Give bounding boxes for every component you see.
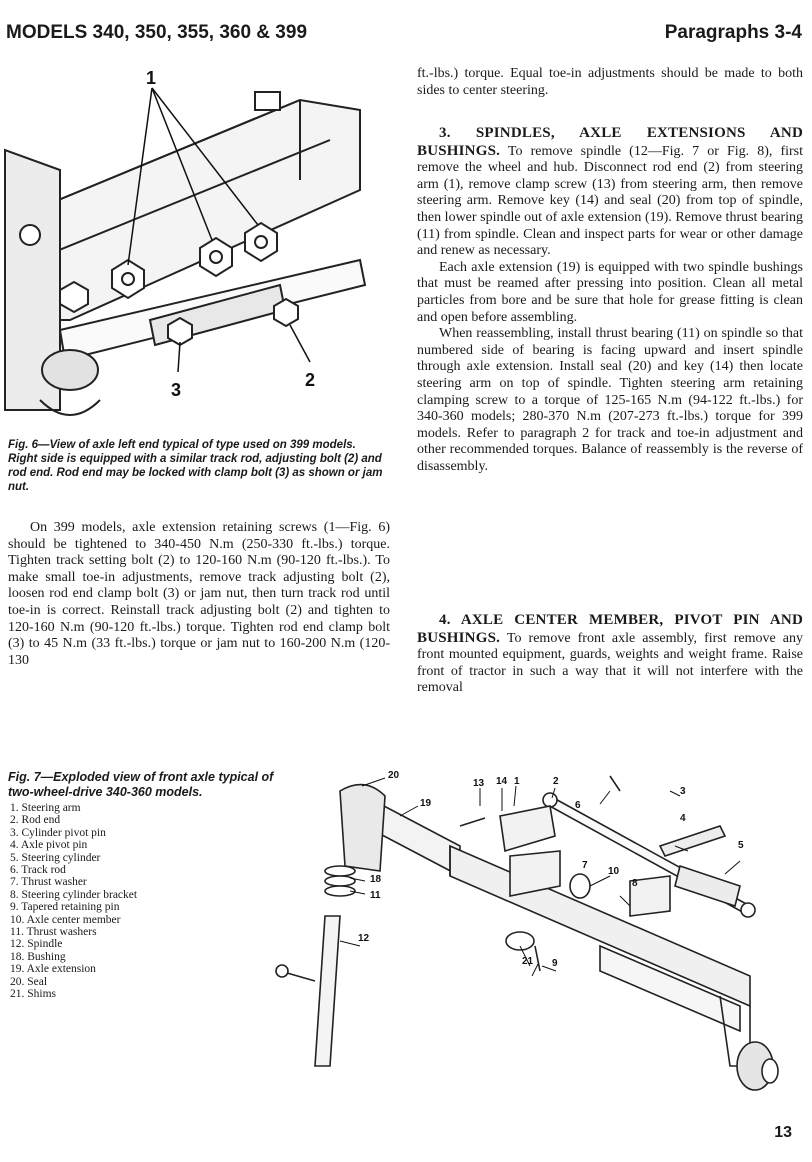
fig6-callout-2: 2 bbox=[305, 370, 316, 390]
section-4-block bbox=[417, 612, 803, 697]
fig7-callout-10: 10 bbox=[608, 866, 620, 877]
parts-list-item: 9. Tapered retaining pin bbox=[10, 901, 120, 914]
fig7-callout-6: 6 bbox=[575, 800, 581, 811]
parts-list-item: 10. Axle center member bbox=[10, 913, 121, 926]
right-column-continuation bbox=[417, 66, 803, 99]
section-3-heading: 3. SPINDLES, AXLE EXTENSIONS AND BUSHINGS. bbox=[417, 125, 803, 159]
parts-list-item: 20. Seal bbox=[10, 975, 48, 988]
figure-6-caption: Fig. 6—View of axle left end typical of type used on 399 models. Right side is equipped with a similar track rod, adjusting bolt (2) and rod end. Rod end may be locked with clamp bolt (3) as shown or jam nut. bbox=[8, 439, 383, 493]
fig7-callout-1: 1 bbox=[514, 776, 520, 787]
figure-7-caption: Fig. 7—Exploded view of front axle typical of two-wheel-drive 340-360 models. bbox=[8, 770, 274, 799]
section-3-paragraph-3: When reassembling, install thrust bearing (11) on spindle so that numbered side of bearing is facing upward and insert spindle through axle extension. Install seal (20) and key (14) then locate steering arm on top of spindle. Tighten steering arm retaining clamping screw to a torque of 125-165 N.m (94-122 ft.-lbs.) for 340-360 models; 280-370 N.m (207-273 ft.-lbs.) torque for 399 models. Refer to paragraph 2 for track and toe-in adjustment and other recommended torques. Balance of reassembly is the reverse of disassembly. bbox=[417, 326, 803, 474]
fig7-callout-7: 7 bbox=[582, 860, 588, 871]
parts-list-item: 8. Steering cylinder bracket bbox=[10, 888, 138, 901]
parts-list-item: 1. Steering arm bbox=[10, 802, 81, 814]
fig7-callout-11: 11 bbox=[370, 890, 381, 901]
parts-list-item: 18. Bushing bbox=[10, 950, 66, 963]
section-3-paragraph-1 bbox=[417, 125, 803, 260]
figure-7-exploded-view bbox=[270, 766, 810, 1106]
section-3-p1-text: To remove spindle (12—Fig. 7 or Fig. 8), first remove the wheel and hub. Disconnect rod end (2) from steering arm (1), remove clamp screw (13) from steering arm, then remove steering arm. Remove key (14) and seal (20) from top of spindle, then lower spindle out of axle extension (19). Remove thrust bearing (11) from spindle. Clean and inspect parts for wear or other damage and renew as necessary. bbox=[417, 143, 804, 259]
fig7-callout-20: 20 bbox=[388, 770, 400, 781]
fig7-callout-9: 9 bbox=[552, 958, 558, 969]
section-3-paragraph-2: Each axle extension (19) is equipped with two spindle bushings that must be reamed after pressing into position. Clean all metal particles from bore and be sure that hole for grease fitting is clean and open before assembling. bbox=[417, 259, 803, 325]
parts-list-item: 4. Axle pivot pin bbox=[10, 839, 88, 852]
parts-list-item: 6. Track rod bbox=[10, 864, 66, 877]
parts-list-item: 19. Axle extension bbox=[10, 963, 96, 976]
fig7-callout-21: 21 bbox=[522, 956, 534, 967]
fig7-callout-3: 3 bbox=[680, 786, 686, 797]
figure-6-illustration bbox=[0, 70, 395, 435]
fig6-callout-1: 1 bbox=[146, 70, 157, 88]
parts-list-item: 7. Thrust washer bbox=[10, 876, 87, 889]
fig7-callout-18: 18 bbox=[370, 874, 382, 885]
parts-list-item: 12. Spindle bbox=[10, 938, 63, 951]
running-header-title: MODELS 340, 350, 355, 360 & 399 bbox=[6, 22, 308, 43]
parts-list-item: 3. Cylinder pivot pin bbox=[10, 826, 106, 839]
fig7-callout-19: 19 bbox=[420, 798, 432, 809]
parts-list-item: 5. Steering cylinder bbox=[10, 851, 101, 864]
fig7-callout-5: 5 bbox=[738, 840, 744, 851]
parts-list-item: 21. Shims bbox=[10, 988, 57, 1001]
parts-list-item: 11. Thrust washers bbox=[10, 926, 97, 939]
fig7-callout-8: 8 bbox=[632, 878, 638, 889]
section-3-block bbox=[417, 125, 803, 475]
left-paragraph-1: On 399 models, axle extension retaining screws (1—Fig. 6) should be tightened to 340-450 N.m (250-330 ft.-lbs.) torque. Tighten track setting bolt (2) to 120-160 N.m (90-120 ft.-lbs.). To make small toe-in adjustments, remove track adjusting bolt (2), loosen rod end clamp bolt (3) or jam nut, then turn track rod until toe-in is correct. Reinstall track adjusting bolt (2) and tighten to 120-160 N.m (90-120 ft.-lbs.) torque. Tighten rod end clamp bolt (3) to 45 N.m (33 ft.-lbs.) torque or jam nut to 160-200 N.m (120-130 bbox=[8, 520, 390, 668]
running-header-section: Paragraphs 3-4 bbox=[664, 22, 802, 43]
parts-list-item: 2. Rod end bbox=[10, 814, 61, 827]
fig7-callout-4: 4 bbox=[680, 813, 686, 824]
fig6-callout-3: 3 bbox=[171, 380, 182, 400]
section-4-paragraph-1 bbox=[417, 612, 803, 697]
fig7-callout-12: 12 bbox=[358, 933, 370, 944]
section-4-heading: 4. AXLE CENTER MEMBER, PIVOT PIN AND BUSHINGS. bbox=[417, 612, 803, 646]
figure-7-parts-list bbox=[10, 802, 137, 1001]
continued-paragraph: ft.-lbs.) torque. Equal toe-in adjustments should be made to both sides to center steering. bbox=[417, 66, 803, 98]
left-column-text bbox=[8, 520, 390, 669]
fig7-callout-13: 13 bbox=[473, 778, 485, 789]
section-4-p1-text: To remove front axle assembly, first remove any front mounted equipment, guards, weights and weight frame. Raise front of tractor in such a way that it will not interfere with the removal bbox=[417, 630, 803, 696]
fig7-callout-14: 14 bbox=[496, 776, 508, 787]
page-number: 13 bbox=[774, 1124, 792, 1141]
fig7-callout-2: 2 bbox=[553, 776, 559, 787]
